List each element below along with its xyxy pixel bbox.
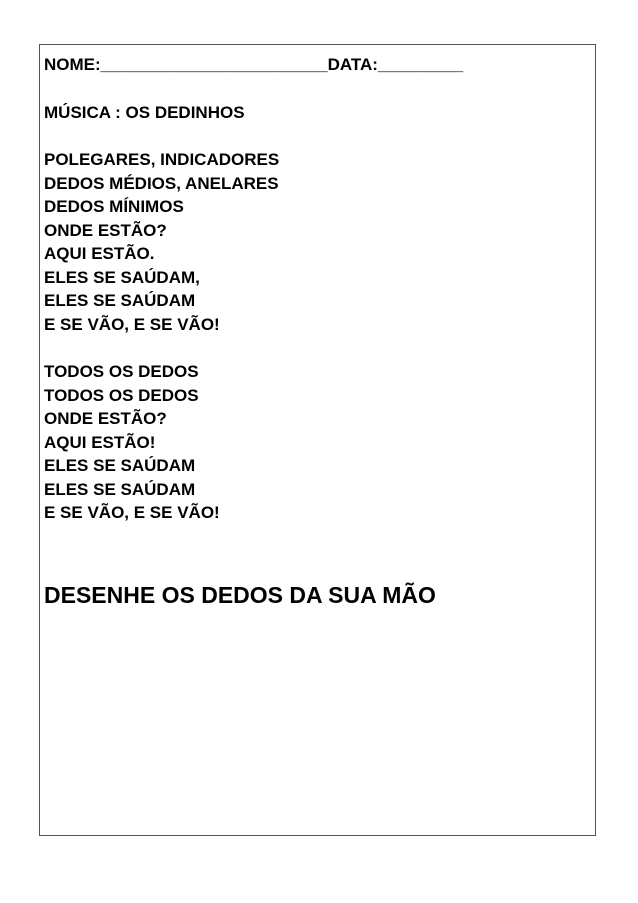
stanza-1-line: ELES SE SAÚDAM: [44, 291, 196, 310]
stanza-1-line: AQUI ESTÃO.: [44, 244, 155, 263]
stanza-1-line: E SE VÃO, E SE VÃO!: [44, 314, 220, 334]
stanza-1-line: DEDOS MÉDIOS, ANELARES: [44, 173, 279, 193]
stanza-1-line: POLEGARES, INDICADORES: [44, 150, 280, 169]
stanza-2-line: E SE VÃO, E SE VÃO!: [44, 503, 220, 522]
stanza-2-line: AQUI ESTÃO!: [44, 432, 156, 452]
date-field: DATA:_________: [327, 55, 464, 74]
stanza-2-line: TODOS OS DEDOS: [44, 385, 199, 405]
spacer: [44, 525, 591, 581]
header-line: [44, 53, 591, 77]
stanza-1-line: ONDE ESTÃO?: [44, 220, 167, 240]
stanza-2: [44, 360, 591, 525]
spacer: [44, 124, 591, 148]
drawing-area[interactable]: [44, 609, 591, 799]
song-title: MÚSICA : OS DEDINHOS: [44, 102, 245, 122]
stanza-1-line: ELES SE SAÚDAM,: [44, 267, 200, 287]
stanza-2-line: ONDE ESTÃO?: [44, 409, 167, 428]
stanza-1-line: DEDOS MÍNIMOS: [44, 197, 184, 216]
stanza-2-line: TODOS OS DEDOS: [44, 362, 199, 381]
stanza-2-line: ELES SE SAÚDAM: [44, 456, 196, 475]
worksheet-content: [44, 53, 591, 799]
worksheet-frame: [39, 44, 596, 836]
stanza-2-line: ELES SE SAÚDAM: [44, 479, 196, 499]
drawing-instruction: DESENHE OS DEDOS DA SUA MÃO: [44, 581, 436, 608]
name-field: NOME:________________________: [44, 55, 328, 74]
spacer: [44, 77, 591, 101]
stanza-1: [44, 148, 591, 336]
spacer: [44, 336, 591, 360]
